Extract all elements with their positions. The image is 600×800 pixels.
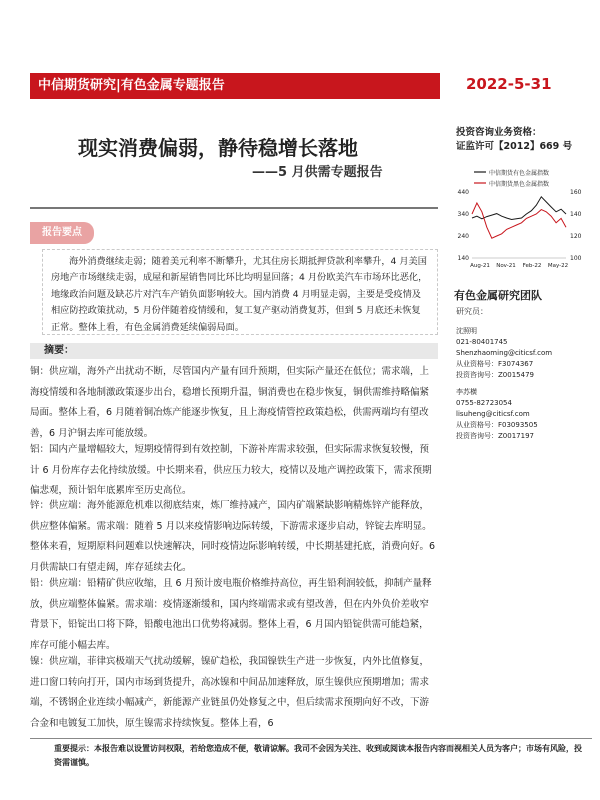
analyst-name: 李苏横 (456, 388, 477, 396)
analyst-card (456, 387, 538, 442)
left-tick-label: 240 (457, 233, 469, 240)
report-subtitle: ——5 月供需专题报告 (252, 165, 383, 180)
analyst-name: 沈照明 (456, 327, 477, 335)
right-tick-label: 120 (570, 233, 582, 240)
team-title: 有色金属研究团队 (454, 289, 542, 302)
index-chart-svg (452, 166, 592, 274)
x-tick-label: Feb-22 (522, 263, 542, 269)
series-line (472, 197, 566, 220)
legend-label: 中信期货有色金属指数 (489, 170, 550, 177)
analyst-card (456, 326, 552, 381)
summary-text: 海外消费继续走弱；随着美元利率不断攀升，尤其住房长期抵押贷款利率攀升，4 月美国房地产市场继续走弱，成屋和新屋销售同比环比均明显回落；4 月份欧美汽车市场环比恶化，地缘政治问题及缺芯片对汽车产销负面影响较大。国内消费 4 月明显走弱，主要是受疫情及相应防控政策扰动，5 月份伴随着疫情缓和，复工复产驱动消费复苏，但到 5 月底还未恢复正常。整体上看，有色金属消费延续偏弱局面。 (51, 256, 428, 333)
report-series-banner: 中信期货研究|有色金属专题报告 (30, 73, 440, 99)
left-tick-label: 340 (457, 211, 469, 218)
team-subtitle: 研究员： (456, 307, 488, 316)
summary-tag: 报告要点 (30, 222, 94, 244)
license-info (456, 126, 572, 154)
analyst-cert-2: 投资咨询号：Z0015479 (456, 371, 534, 379)
summary-box (42, 249, 438, 335)
analyst-email: Shenzhaoming@citicsf.com (456, 349, 553, 357)
analyst-phone: 021-80401745 (456, 338, 508, 346)
analyst-email: lisuheng@citicsf.com (456, 410, 530, 418)
legend-label: 中信期货黑色金属指数 (489, 181, 550, 188)
paragraph-copper: 铜：供应端，海外产出扰动不断，尽管国内产量有回升预期，但实际产量还在低位；需求端，上海疫情缓和各地制激政策逐步出台，稳增长预期升温，铜消费也在稳步恢复，铜供需维持略偏紧局面。整体上看，6 月随着铜冶炼产能逐步恢复，且上海疫情管控政策趋松，供需两端均有望改善，6 月沪铜去库可能放缓。 (30, 366, 430, 439)
analyst-phone: 0755-82723054 (456, 399, 512, 407)
report-title: 现实消费偏弱，静待稳增长落地 (78, 136, 358, 160)
x-tick-label: Nov-21 (496, 263, 516, 269)
paragraph-nickel: 镍：供应端，菲律宾极端天气扰动缓解，镍矿趋松，我国镍铁生产进一步恢复，内外比值修复，进口窗口转向打开，国内市场到货提升，高冰镍和中间品加速释放，原生镍供应预期增加；需求端，不锈钢企业连续小幅减产，新能源产业链虽仍处修复之中，但后续需求预期向好不改，下游合金和电镀复工加快，原生镍需求持续恢复。整体上看，6 (30, 656, 430, 729)
license-line-2: 证监许可【2012】669 号 (456, 141, 573, 152)
analyst-cert-1: 从业资格号：F3074367 (456, 360, 534, 368)
x-tick-label: Aug-21 (470, 263, 490, 269)
right-tick-label: 140 (570, 211, 582, 218)
footer-divider (30, 738, 592, 739)
index-chart (452, 166, 592, 274)
left-tick-label: 440 (457, 189, 469, 196)
analyst-cert-1: 从业资格号：F03093505 (456, 421, 538, 429)
paragraph-lead: 铅：供应端：铅精矿供应收缩，且 6 月预计废电瓶价格维持高位，再生铅利润较低，抑制产量释放，供应端整体偏紧。需求端：疫情逐渐缓和，国内终端需求或有望改善，但在内外负价差收窄背景下，铅锭出口将下降，铅酸电池出口优势将减弱。整体上看，6 月国内铅锭供需可能趋紧，库存可能小幅去库。 (30, 578, 432, 651)
right-tick-label: 100 (570, 255, 582, 262)
x-tick-label: May-22 (547, 263, 569, 269)
report-date: 2022-5-31 (466, 75, 552, 93)
left-tick-label: 140 (457, 255, 469, 262)
analyst-cert-2: 投资咨询号：Z0017197 (456, 432, 534, 440)
disclaimer: 重要提示：本报告难以设置访问权限，若给您造成不便，敬请谅解。我司不会因为关注、收到或阅读本报告内容而视相关人员为客户；市场有风险，投资需谨慎。 (54, 744, 582, 767)
license-line-1: 投资咨询业务资格： (456, 127, 542, 138)
header-divider (30, 207, 438, 209)
paragraph-aluminum: 铝：国内产量增幅较大，短期疫情得到有效控制，下游补库需求较强，但实际需求恢复较慢，预计 6 月份库存去化持续放缓。中长期来看，供应压力较大，疫情以及地产调控政策下，需求预期偏悲观，预计铝年底累库至历史高位。 (30, 444, 432, 496)
paragraph-zinc: 锌：供应端：海外能源危机难以彻底结束，炼厂维持减产，国内矿端紧缺影响精炼锌产能释放，供应整体偏紧。需求端：随着 5 月以来疫情影响边际转缓，下游需求逐步启动，锌锭去库明显。整体来看，短期原料问题难以快速解决，同时疫情边际影响转缓，中长期基建托底，消费向好。6 月供需缺口有望走阔，库存延续去化。 (30, 500, 436, 573)
right-tick-label: 160 (570, 189, 582, 196)
abstract-heading: 摘要： (30, 343, 438, 359)
